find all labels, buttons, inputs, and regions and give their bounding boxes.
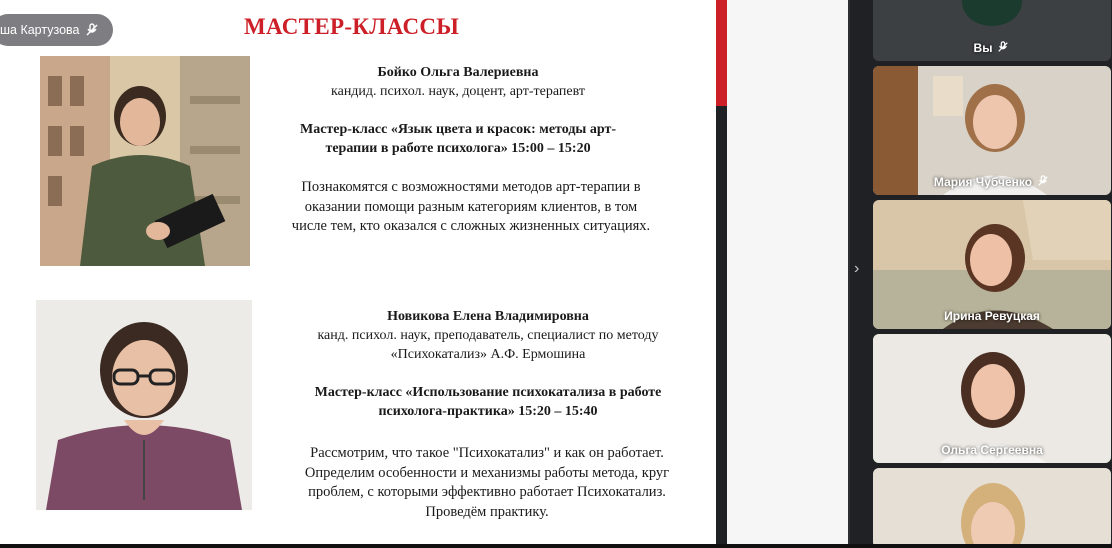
participant-tile-self[interactable] bbox=[873, 0, 1111, 61]
speaker-1-masterclass-line-2: терапии в работе психолога» 15:00 – 15:20 bbox=[325, 141, 591, 156]
speaker-1-desc-line-1: Познакомятся с возможностями методов арт-терапии в bbox=[301, 179, 641, 195]
mic-off-icon bbox=[1036, 175, 1050, 189]
participant-tile-maria[interactable] bbox=[873, 66, 1111, 195]
slide-title: МАСТЕР-КЛАССЫ bbox=[244, 14, 460, 39]
speaker-2-desc-line-2: Определим особенности и механизмы работы метода, круг bbox=[304, 464, 670, 481]
slide-accent-bar bbox=[716, 0, 727, 106]
speaker-1-desc-line-2: оказании помощи разным категориям клиентов, в том bbox=[304, 198, 638, 215]
speaker-2-masterclass-line-1: Мастер-класс «Использование психокатализа в работе bbox=[314, 385, 662, 400]
participant-tile-5[interactable] bbox=[873, 468, 1111, 548]
speaker-2-desc-line-4: Проведём практику. bbox=[425, 503, 549, 520]
speaker-2-desc-line-3: проблем, с которыми эффективно работает Психокатализ. bbox=[308, 484, 666, 500]
participant-label bbox=[873, 309, 1111, 323]
panel-divider bbox=[848, 0, 850, 544]
speaker-1-description bbox=[266, 178, 676, 237]
speaker-2-masterclass-line-2: психолога-практика» 15:20 – 15:40 bbox=[378, 404, 598, 419]
speaker-2-info bbox=[270, 307, 706, 421]
speaker-2-photo bbox=[36, 300, 252, 510]
participant-label bbox=[873, 443, 1111, 457]
speaker-1-credentials: кандид. психол. наук, доцент, арт-терапевт bbox=[331, 84, 585, 99]
speaker-1-masterclass-line-1: Мастер-класс «Язык цвета и красок: методы арт- bbox=[300, 122, 616, 137]
speaker-2-credentials-line-2: «Психокатализ» А.Ф. Ермошина bbox=[390, 347, 586, 362]
participant-name: Вы bbox=[973, 41, 993, 55]
speaker-2-desc-line-1: Рассмотрим, что такое "Психокатализ" и как он работает. bbox=[310, 445, 664, 461]
participant-label bbox=[873, 41, 1111, 55]
participant-tile-irina[interactable] bbox=[873, 200, 1111, 329]
mic-off-icon bbox=[996, 41, 1010, 55]
presenter-name-tag bbox=[0, 14, 113, 46]
speaker-1-desc-line-3: числе тем, кто оказался с сложных жизненных ситуациях. bbox=[291, 218, 651, 234]
chevron-right-icon[interactable]: › bbox=[854, 260, 860, 277]
mic-off-icon bbox=[85, 23, 99, 37]
speaker-1-info bbox=[270, 63, 646, 158]
participant-tile-olga[interactable] bbox=[873, 334, 1111, 463]
participant-name: Ирина Ревуцкая bbox=[944, 309, 1040, 323]
speaker-1-photo bbox=[40, 56, 250, 266]
speaker-2-description bbox=[272, 444, 702, 522]
speaker-1-name: Бойко Ольга Валериевна bbox=[377, 65, 539, 80]
bottom-edge bbox=[0, 544, 1112, 548]
participant-label bbox=[873, 175, 1111, 189]
participant-name: Ольга Сергеевна bbox=[941, 443, 1043, 457]
participant-name: Мария Чубченко bbox=[933, 175, 1033, 189]
presenter-name: ша Картузова bbox=[0, 23, 80, 37]
speaker-2-credentials-line-1: канд. психол. наук, преподаватель, специалист по методу bbox=[317, 328, 659, 343]
slide-margin bbox=[727, 0, 848, 544]
speaker-2-name: Новикова Елена Владимировна bbox=[387, 309, 589, 324]
